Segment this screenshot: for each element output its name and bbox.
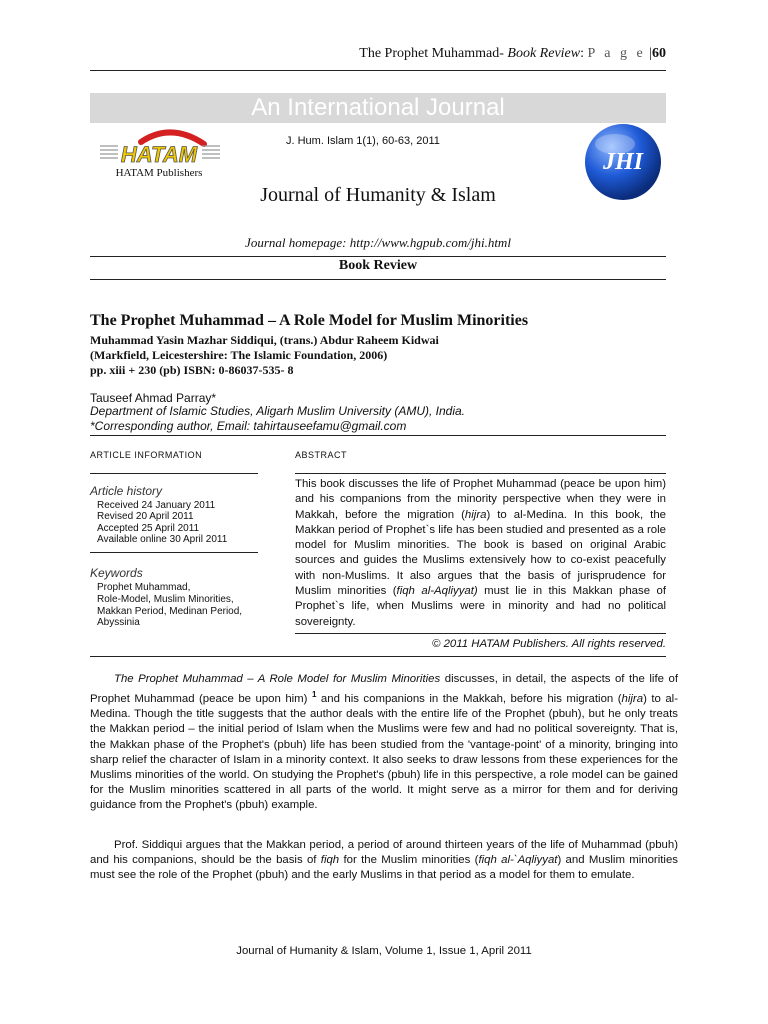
running-head: The Prophet Muhammad- Book Review: P a g e |60 (359, 46, 666, 61)
keyword-line: Prophet Muhammad, (97, 582, 191, 593)
rule-abstract (295, 473, 666, 474)
author-affiliation: Department of Islamic Studies, Aligarh Muslim University (AMU), India. (90, 404, 465, 418)
rule-info-top (90, 435, 666, 436)
rule-history (90, 552, 258, 553)
journal-title: Journal of Humanity & Islam (260, 184, 496, 206)
page-footer: Journal of Humanity & Islam, Volume 1, Issue 1, April 2011 (236, 945, 532, 957)
rule-top (90, 256, 666, 257)
body-paragraph-1: The Prophet Muhammad – A Role Model for Muslim Minorities discusses, in detail, the aspects of the life of Prophet Muhammad (peace be upon him) $^1$ and his companions in the Makkah, before his migration (hijra) to al-Medina. Though the title suggests that the author deals with the entire life of the Prophet (pbuh), but he only treats the Makkan period – the initial period of Islam when the Muslims were few and had no political sovereignty. That is, the Makkan phase of the Prophet's (pbuh) life has been studied from the 'vantage-point' of a minority, bringing into sharp relief the character of Islam in a minority context. It also seeks to draw lessons from these experiences for the Muslims minorities of the world. On studying the Prophet's (pbuh) life in this perspective, a role model can be gained for the Muslim minorities scattered in all parts of the world. It might serve as a mirror for them and for deriving guidance from the Prophet's (pbuh) example. (90, 673, 678, 812)
article-info-label: ARTICLE INFORMATION (90, 450, 203, 460)
keyword-line: Role-Model, Muslim Minorities, (97, 594, 234, 605)
journal-homepage[interactable]: Journal homepage: http://www.hgpub.com/jhi.html (245, 235, 511, 250)
keyword-line: Makkan Period, Medinan Period, (97, 606, 243, 617)
bib-line: (Markfield, Leicestershire: The Islamic Foundation, 2006) (90, 348, 388, 362)
running-head-book-review: Book Review (507, 46, 581, 61)
hatam-logo (96, 124, 222, 170)
jhi-logo-text: JHI (602, 149, 644, 175)
header-rule (90, 70, 666, 71)
corresponding-author: *Corresponding author, Email: tahirtauseefamu@gmail.com (90, 419, 407, 433)
history-item: Accepted 25 April 2011 (97, 523, 200, 534)
history-item: Received 24 January 2011 (97, 500, 216, 511)
body-paragraph-2: Prof. Siddiqui argues that the Makkan period, a period of around thirteen years of the life of Muhammad (pbuh) and his companions, should be the basis of fiqh for the Muslim minorities (fiqh al-`Aqliyyat) and Muslim minorities must see the role of the Prophet (pbuh) and the early Muslims in that period as a model for them to emulate. (90, 839, 678, 882)
rule-abstract-bottom (295, 633, 666, 634)
keyword-line: Abyssinia (97, 617, 140, 628)
article-history-heading: Article history (90, 484, 163, 498)
banner-text: An International Journal (251, 94, 505, 121)
running-head-page-word: P a g e (587, 46, 646, 61)
author-name: Tauseef Ahmad Parray* (90, 391, 217, 405)
history-item: Revised 20 April 2011 (97, 511, 194, 522)
bib-line: Muhammad Yasin Mazhar Siddiqui, (trans.) Abdur Raheem Kidwai (90, 333, 439, 347)
publisher-caption: HATAM Publishers (115, 167, 203, 179)
rule-section (90, 279, 666, 280)
hatam-logo-text: HATAM (120, 142, 198, 167)
copyright: © 2011 HATAM Publishers. All rights reserved. (432, 638, 666, 650)
rule-info-left (90, 473, 258, 474)
abstract-label: ABSTRACT (295, 450, 348, 460)
abstract-text: This book discusses the life of Prophet Muhammad (peace be upon him) and his companions from the minority perspective when they were in Makkah, before the migration (hijra) to al-Medina. In this book, the Makkan period of Prophet`s life has been studied and presented as a role model for Muslim minorities. The book is based on original Arabic sources and guides the Muslims extensively how to co-exist peacefully with non-Muslims. It also argues that the basis of jurisprudence for Muslim minorities (fiqh al-Aqliyyat) must lie in this Makkan phase of Prophet`s life, when Muslims were in minority and had no political sovereignty. (295, 478, 667, 628)
bib-line: pp. xiii + 230 (pb) ISBN: 0-86037-535- 8 (90, 363, 294, 377)
page-number: 60 (652, 46, 666, 61)
running-head-title: The Prophet Muhammad- (359, 46, 504, 61)
history-item: Available online 30 April 2011 (97, 534, 228, 545)
keywords-heading: Keywords (90, 566, 143, 580)
section-label: Book Review (338, 258, 418, 273)
citation: J. Hum. Islam 1(1), 60-63, 2011 (286, 135, 440, 147)
rule-abstract-end (90, 656, 666, 657)
article-title: The Prophet Muhammad – A Role Model for Muslim Minorities (90, 312, 529, 329)
